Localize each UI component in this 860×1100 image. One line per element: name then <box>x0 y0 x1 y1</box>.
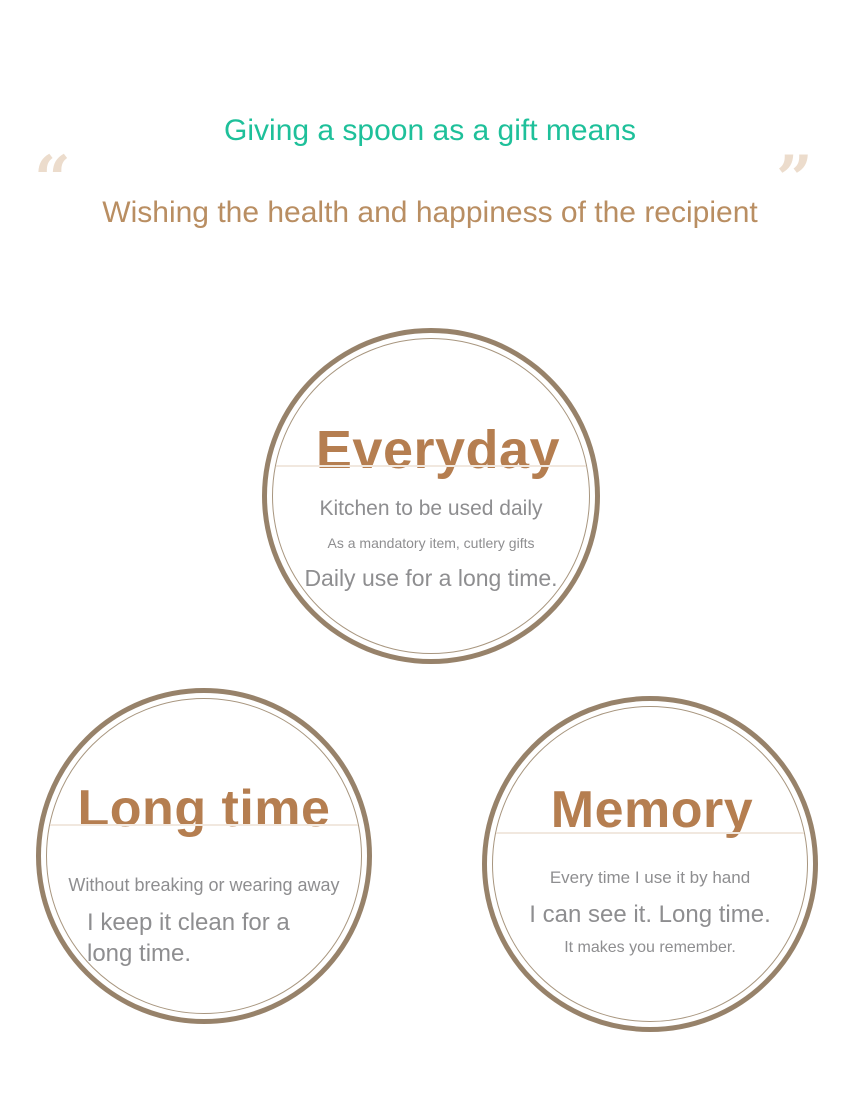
gift-wish-subheading: Wishing the health and happiness of the recipient <box>102 196 758 229</box>
everyday-line-2: As a mandatory item, cutlery gifts <box>327 535 535 551</box>
memory-badge <box>482 696 818 1032</box>
gift-meaning-heading: Giving a spoon as a gift means <box>224 114 636 147</box>
long-time-line-2: I keep it clean for a long time. <box>87 909 290 967</box>
memory-line-3: It makes you remember. <box>564 939 736 956</box>
memory-title: Memory <box>550 781 754 839</box>
long-time-badge-inner-ring <box>46 698 362 1014</box>
long-time-divider <box>47 824 361 826</box>
memory-badge-inner-ring <box>492 706 808 1022</box>
everyday-divider <box>273 465 589 467</box>
memory-line-2: I can see it. Long time. <box>529 901 771 928</box>
long-time-badge <box>36 688 372 1024</box>
long-time-line-1: Without breaking or wearing away <box>68 875 340 895</box>
everyday-line-3: Daily use for a long time. <box>304 565 558 591</box>
close-quote-mark: ” <box>776 142 813 217</box>
memory-line-1: Every time I use it by hand <box>549 868 751 887</box>
open-quote-mark: “ <box>34 142 71 217</box>
memory-divider <box>493 832 807 834</box>
everyday-badge-inner-ring <box>272 338 590 654</box>
long-time-title: Long time <box>77 780 331 838</box>
everyday-badge <box>262 328 600 664</box>
everyday-line-1: Kitchen to be used daily <box>319 497 543 520</box>
everyday-title: Everyday <box>315 420 561 480</box>
